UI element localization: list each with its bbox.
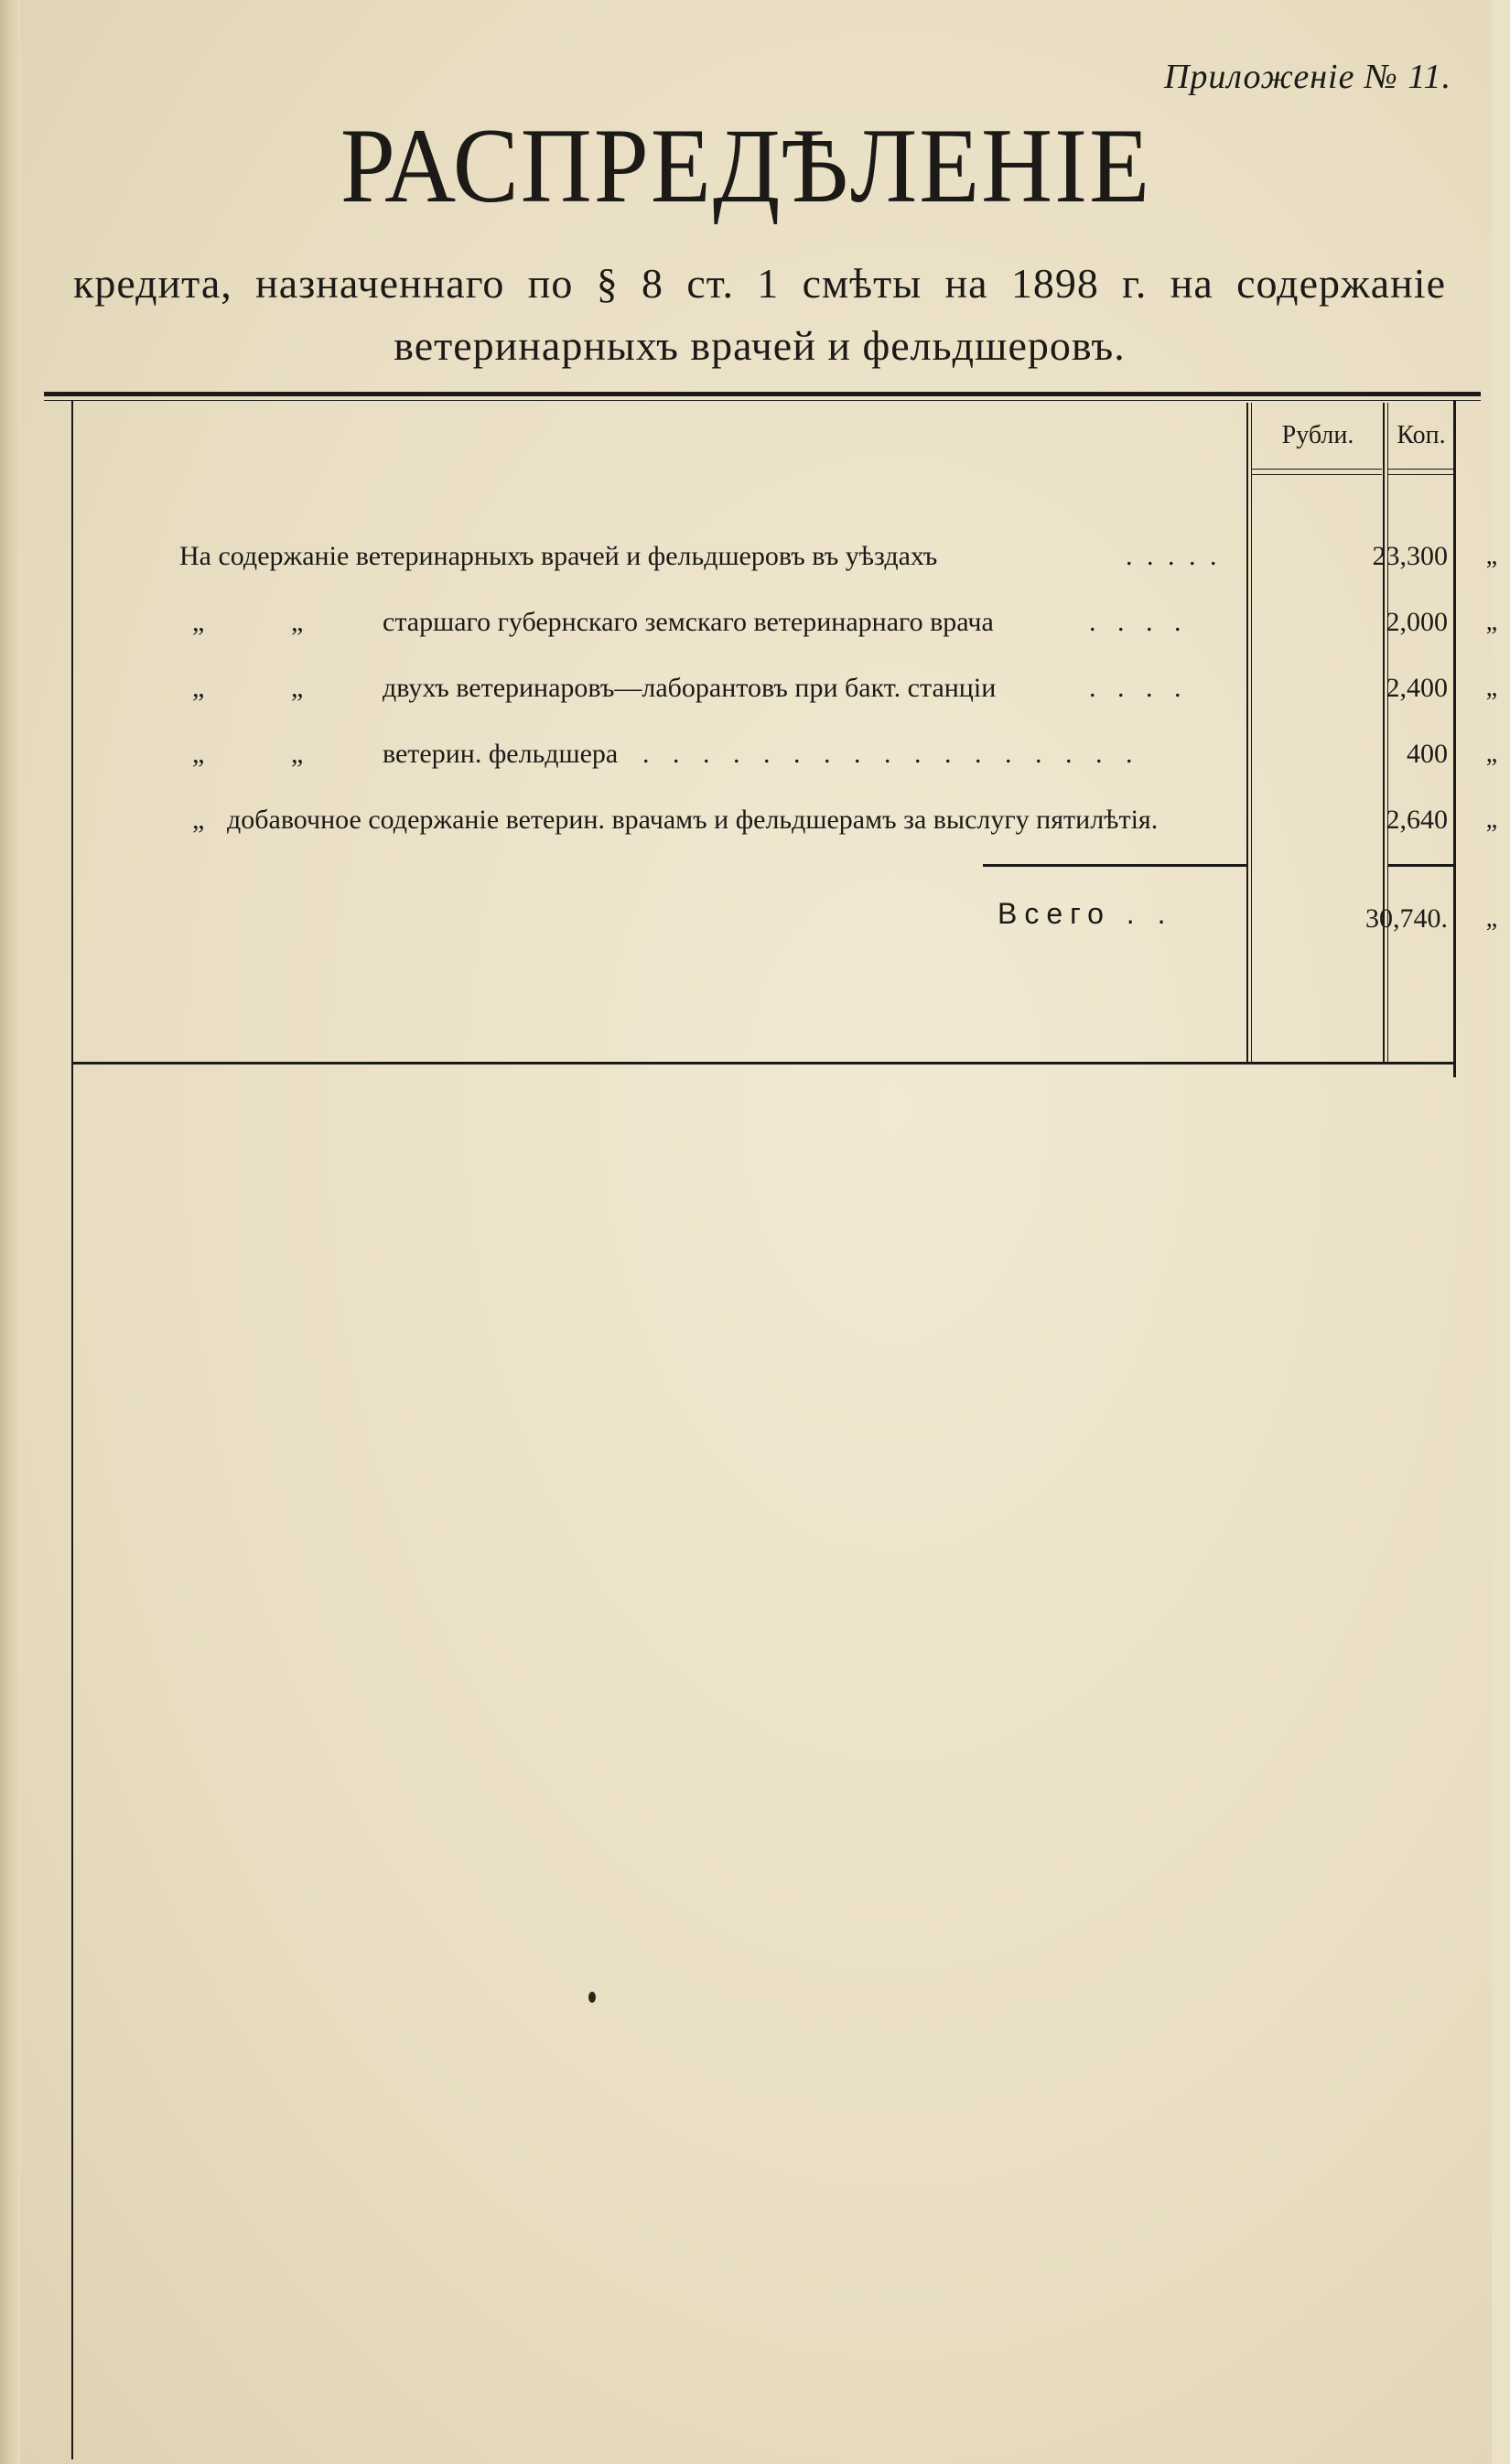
table-row <box>73 802 1498 838</box>
page-subtitle: кредита, назначеннаго по § 8 ст. 1 смѣты на 1898 г. на содержанiе ветеринарныхъ врачей и фельдшеровъ. <box>73 260 1446 369</box>
row-leader: . . . . . <box>1126 541 1221 571</box>
row-description: двухъ ветеринаровъ—лаборантовъ при бакт. станцiи <box>383 673 997 703</box>
table-row <box>73 538 1498 575</box>
row-ditto-mark: „ <box>291 739 304 769</box>
row-ditto-mark: „ <box>291 607 304 637</box>
row-ditto-mark: „ <box>192 805 205 835</box>
total-row <box>73 901 1498 937</box>
rubles-column-rule <box>1246 403 1248 1062</box>
rubles-header-rule-2 <box>1252 474 1382 475</box>
row-kopecks: „ <box>1485 674 1498 702</box>
row-ditto-mark: „ <box>192 739 205 769</box>
row-leader: . . . . <box>1089 673 1189 703</box>
row-rubles: 2,640 <box>1386 805 1448 835</box>
kopecks-column-rule-inner <box>1387 403 1388 1062</box>
row-description: старшаго губернскаго земскаго ветеринарнаго врача <box>383 607 994 637</box>
appendix-number: Приложенiе № 11. <box>1163 58 1451 96</box>
total-rule-right <box>1387 864 1455 867</box>
row-kopecks: „ <box>1485 542 1498 570</box>
table-top-rule-thin <box>44 400 1481 401</box>
row-ditto-mark: „ <box>192 673 205 703</box>
table-bottom-rule <box>73 1062 1453 1064</box>
total-label: Всего . . <box>998 897 1173 930</box>
table-row <box>73 736 1498 773</box>
row-leader: . . . . <box>1089 607 1189 637</box>
total-rubles: 30,740. <box>1365 903 1448 934</box>
row-kopecks: „ <box>1485 740 1498 768</box>
row-description: На содержанiе ветеринарныхъ врачей и фельдшеровъ въ уѣздахъ <box>179 541 938 571</box>
row-rubles: 2,400 <box>1386 673 1448 703</box>
rubles-column-rule-inner <box>1251 403 1252 1062</box>
row-rubles: 400 <box>1407 739 1448 769</box>
row-description: ветерин. фельдшера <box>383 739 619 769</box>
row-description: добавочное содержанiе ветерин. врачамъ и фельдшерамъ за выслугу пятилѣтiя. <box>227 805 1159 835</box>
ink-speck <box>588 1992 596 2003</box>
kopecks-column-rule <box>1383 403 1385 1062</box>
page-edge-shadow <box>0 0 20 2464</box>
kopecks-column-header: Коп. <box>1397 421 1446 449</box>
rubles-column-header: Рубли. <box>1281 421 1354 449</box>
page-title: РАСПРЕДѢЛЕНIЕ <box>340 107 1152 225</box>
row-kopecks: „ <box>1485 805 1498 834</box>
kopecks-header-rule <box>1388 469 1453 470</box>
table-row <box>73 604 1498 641</box>
row-ditto-mark: „ <box>192 607 205 637</box>
total-rule-left <box>983 864 1248 867</box>
table-right-border <box>1453 400 1456 1077</box>
row-leader: . . . . . . . . . . . . . . . . . <box>642 739 1141 769</box>
row-kopecks: „ <box>1485 608 1498 636</box>
row-rubles: 2,000 <box>1386 607 1448 637</box>
rubles-header-rule <box>1252 469 1382 470</box>
table-row <box>73 670 1498 707</box>
kopecks-header-rule-2 <box>1388 474 1453 475</box>
row-ditto-mark: „ <box>291 673 304 703</box>
row-rubles: 23,300 <box>1372 541 1448 571</box>
table-top-rule <box>44 392 1481 396</box>
total-kopecks: „ <box>1485 904 1498 933</box>
table-left-border <box>71 400 73 2459</box>
